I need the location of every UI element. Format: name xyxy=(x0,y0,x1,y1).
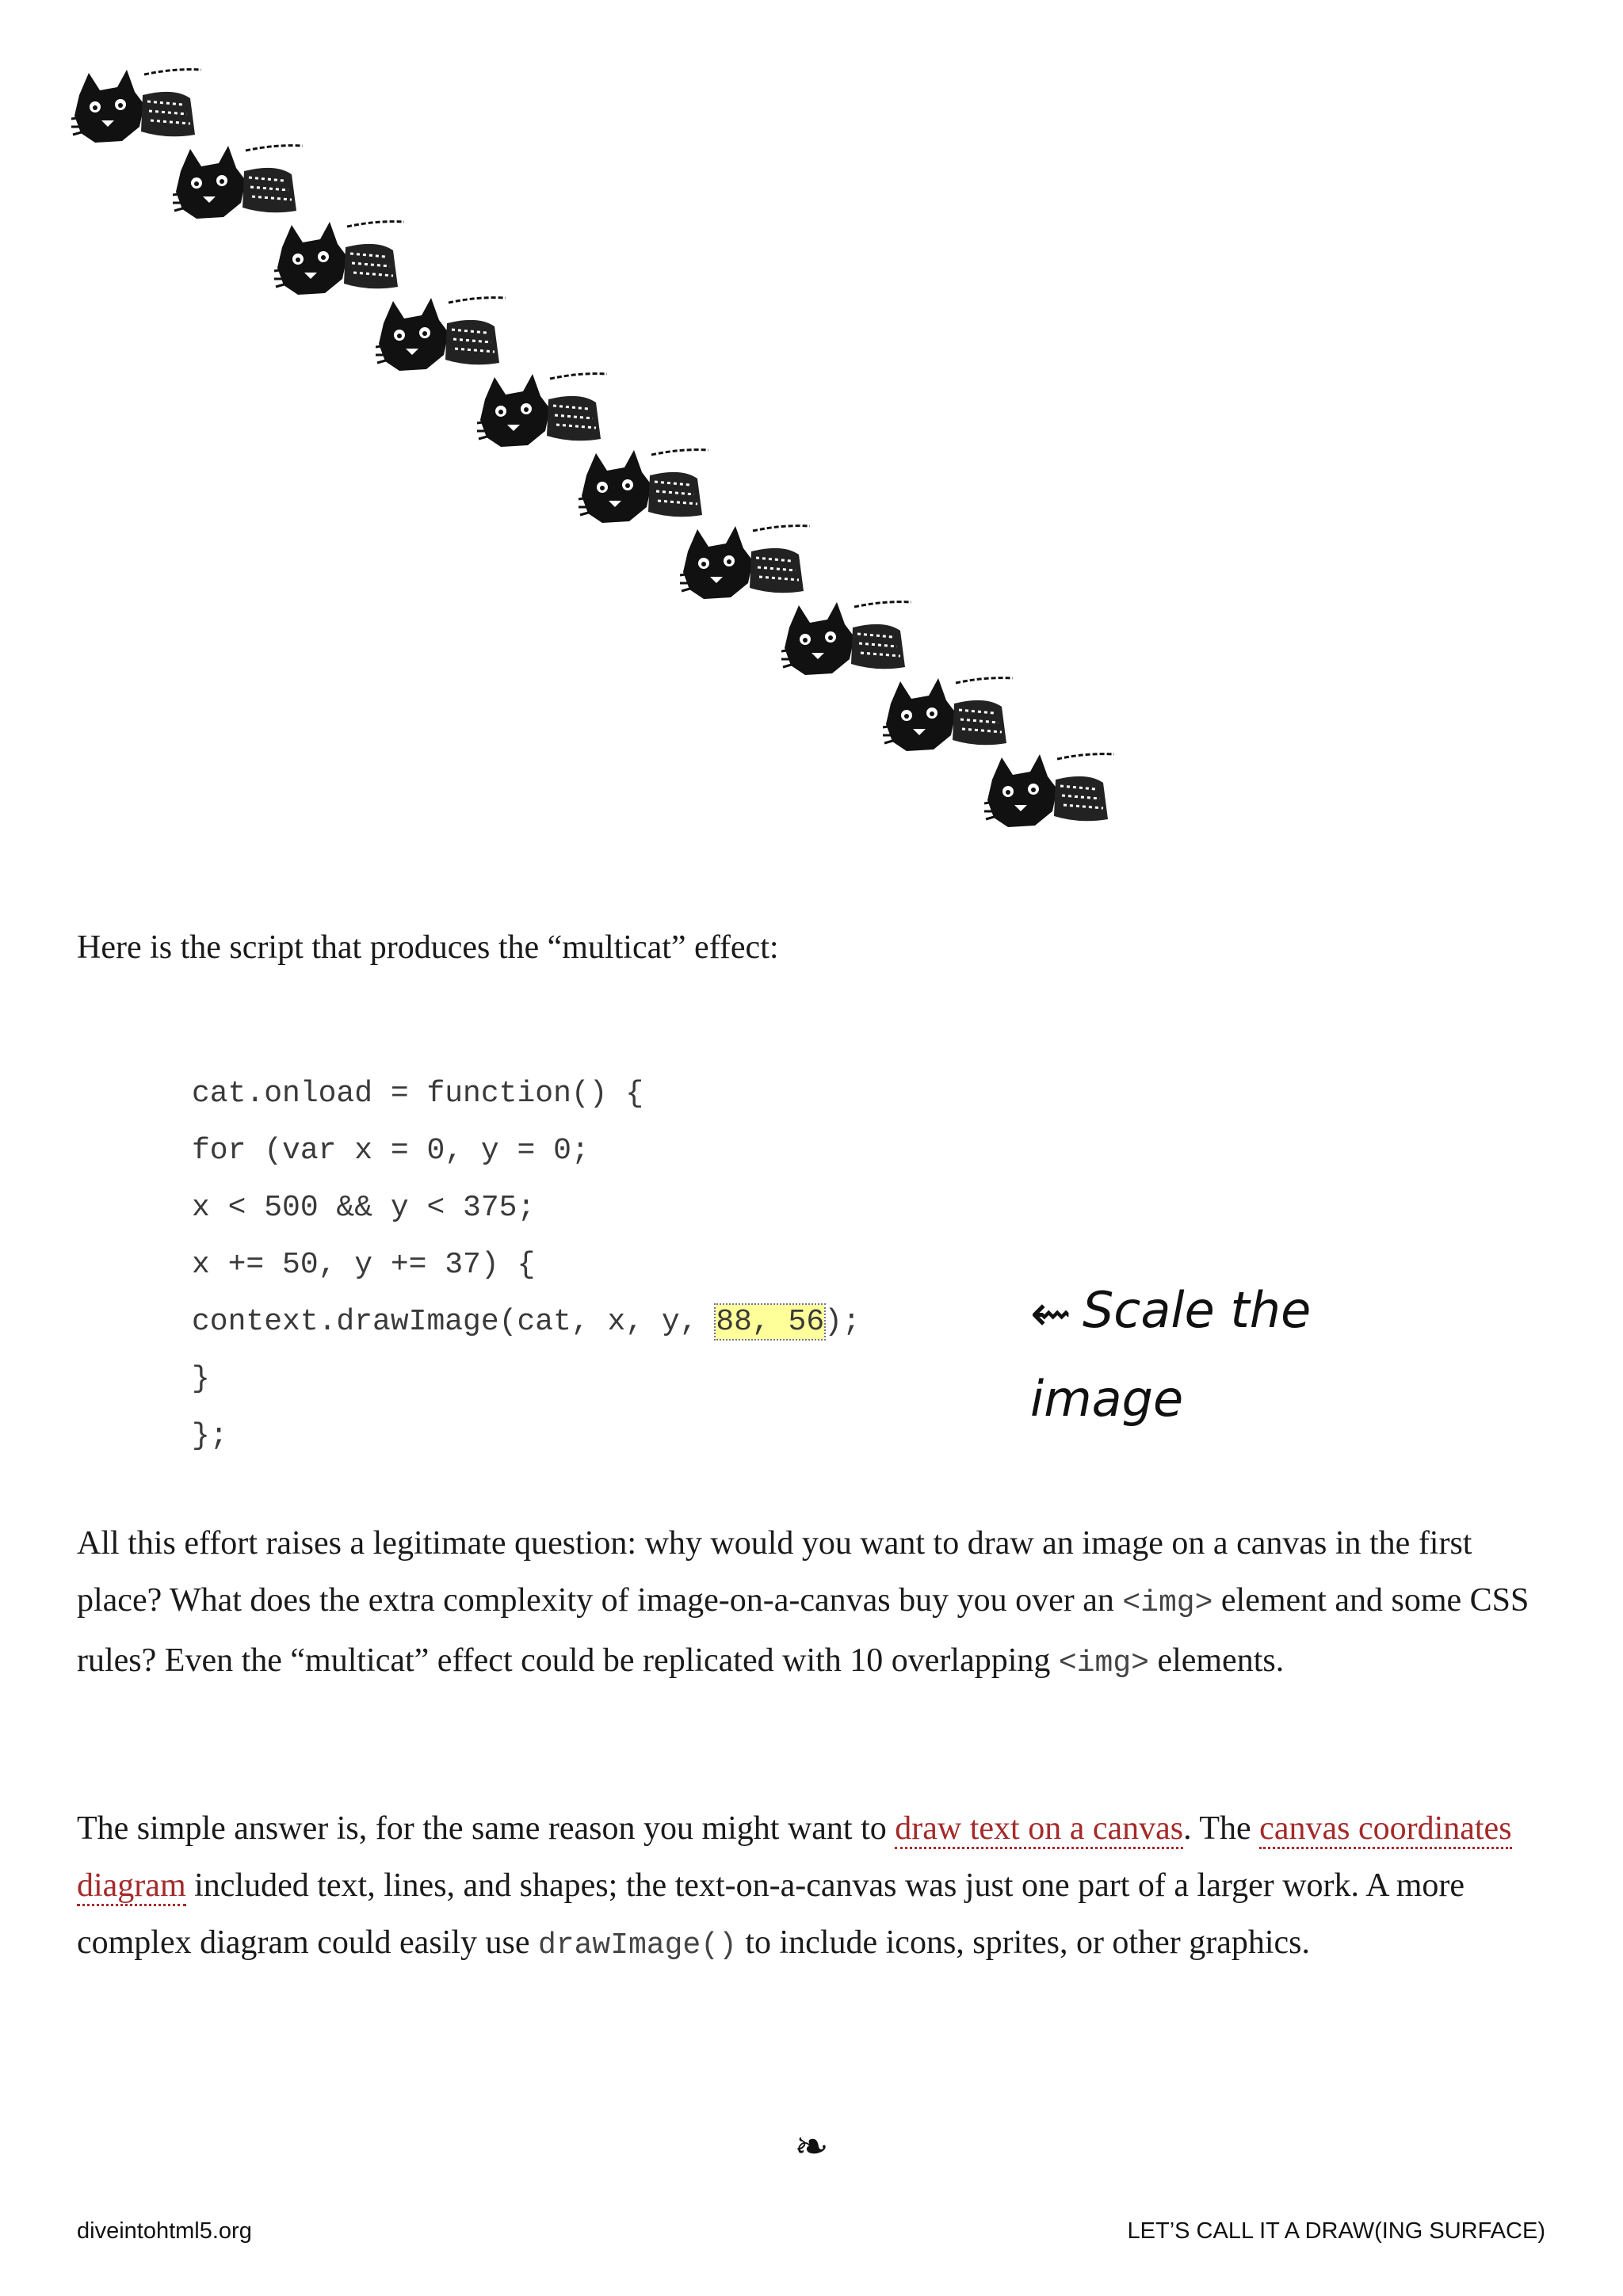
code-line-4: x += 50, y += 37) { xyxy=(192,1248,536,1282)
squiggle-arrow-icon: ⇜ xyxy=(1030,1283,1071,1342)
para1-text-1: All this effort raises a legitimate question: why would you want to draw an image on a canvas in the first place? What does the extra complexity of image-on-a-canvas buy you over an xyxy=(77,1525,1472,1619)
para1-text-2: element and some CSS rules? Even the “multicat” effect could be replicated with 10 overlapping xyxy=(77,1582,1529,1679)
code-block xyxy=(192,1066,861,1465)
cat-image xyxy=(173,139,303,222)
cat-image xyxy=(781,596,911,678)
para2-text-4: to include icons, sprites, or other graphics. xyxy=(736,1924,1311,1961)
code-line-5 xyxy=(192,1294,861,1351)
cat-image xyxy=(883,672,1013,754)
intro-text: Here is the script that produces the “multicat” effect: xyxy=(77,929,779,966)
cat-image xyxy=(984,748,1114,830)
footer-chapter-title: LET’S CALL IT A DRAW(ING SURFACE) xyxy=(1127,2218,1545,2244)
cat-image xyxy=(477,368,607,450)
fleuron-ornament-icon: ❧ xyxy=(794,2125,829,2170)
code-line-3: x < 500 && y < 375; xyxy=(192,1191,536,1225)
para2-text-1: The simple answer is, for the same reason you might want to xyxy=(77,1810,896,1847)
cat-image xyxy=(680,520,810,602)
img-tag-code: <img> xyxy=(1122,1586,1213,1620)
code-line-5-start: context.drawImage(cat, x, y, xyxy=(192,1305,716,1339)
scale-arguments-highlight: 88, 56 xyxy=(716,1305,825,1339)
cat-image xyxy=(274,215,404,298)
callout-text: Scale the image xyxy=(1030,1281,1312,1428)
draw-text-link[interactable]: draw text on a canvas xyxy=(895,1810,1183,1849)
footer-site: diveintohtml5.org xyxy=(77,2218,252,2244)
paragraph-question xyxy=(77,1515,1551,1692)
img-tag-code-2: <img> xyxy=(1058,1646,1149,1680)
para2-text-3: included text, lines, and shapes; the text-on-a-canvas was just one part of a larger work. A more complex diagram could easily use xyxy=(77,1867,1465,1961)
para1-text-3: elements. xyxy=(1148,1642,1285,1679)
drawimage-code: drawImage() xyxy=(538,1928,737,1962)
scale-callout xyxy=(1030,1268,1474,1442)
code-line-1: cat.onload = function() { xyxy=(192,1077,644,1111)
code-line-6: } xyxy=(192,1362,210,1396)
cat-image xyxy=(71,63,201,146)
canvas-coordinates-link[interactable]: canvas coordinates diagram xyxy=(77,1810,1512,1906)
cat-image xyxy=(579,444,708,526)
para2-text-2: . The xyxy=(1183,1810,1260,1847)
code-line-2: for (var x = 0, y = 0; xyxy=(192,1134,590,1168)
code-line-5-end: ); xyxy=(824,1305,861,1339)
paragraph-answer xyxy=(77,1800,1551,1974)
code-line-7: }; xyxy=(192,1419,228,1453)
cat-image xyxy=(376,292,506,374)
multicat-figure xyxy=(71,63,1117,848)
